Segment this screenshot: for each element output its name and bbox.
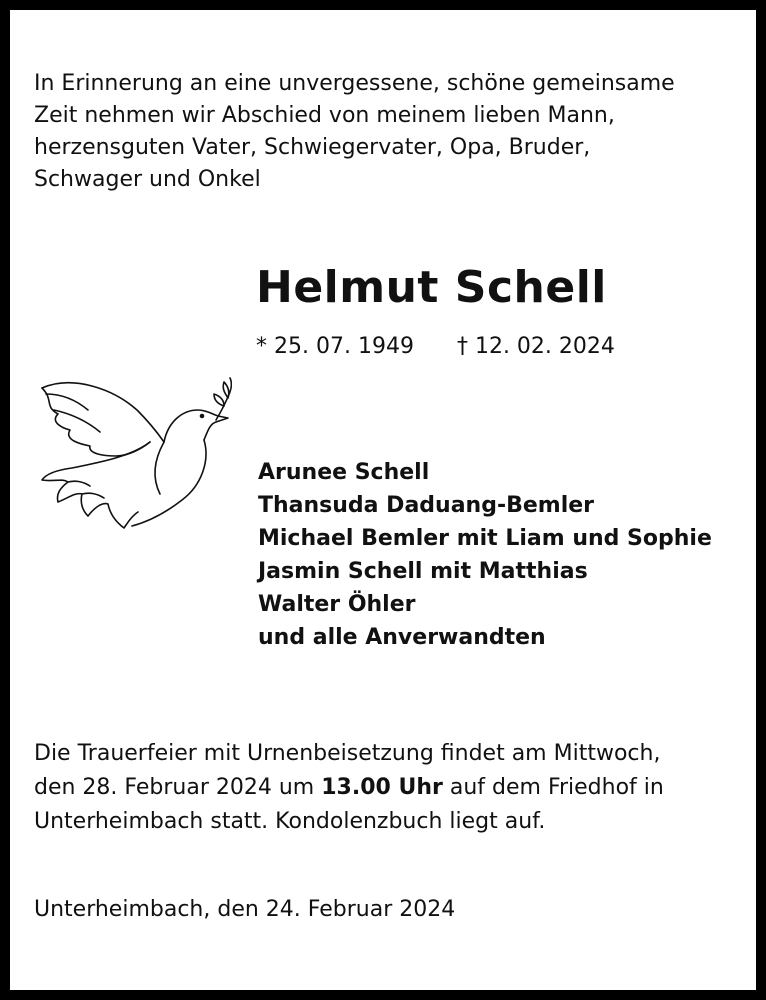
intro-line: Zeit nehmen wir Abschied von meinem lieben Mann,	[34, 103, 615, 128]
deceased-name: Helmut Schell	[256, 262, 607, 313]
mourner-entry: Thansuda Daduang-Bemler	[258, 493, 595, 518]
life-dates	[256, 334, 615, 359]
intro-line: In Erinnerung an eine unvergessene, schöne gemeinsame	[34, 71, 675, 96]
service-line: Unterheimbach statt. Kondolenzbuch liegt auf.	[34, 809, 546, 834]
intro-line: Schwager und Onkel	[34, 167, 261, 192]
service-notice	[34, 737, 744, 839]
death-date: † 12. 02. 2024	[456, 334, 615, 359]
mourners-list	[258, 456, 712, 654]
service-line	[34, 771, 744, 805]
mourner-entry: Arunee Schell	[258, 460, 430, 485]
dove-with-olive-branch-icon	[32, 370, 232, 540]
service-location-text: auf dem Friedhof in	[442, 775, 664, 800]
birth-date: * 25. 07. 1949	[256, 334, 414, 359]
intro-line: herzensguten Vater, Schwiegervater, Opa, Bruder,	[34, 135, 591, 160]
mourner-entry: und alle Anverwandten	[258, 625, 546, 650]
service-line: Die Trauerfeier mit Urnenbeisetzung findet am Mittwoch,	[34, 741, 661, 766]
mourner-entry: Jasmin Schell mit Matthias	[258, 559, 588, 584]
place-and-date: Unterheimbach, den 24. Februar 2024	[34, 897, 456, 922]
mourner-entry: Michael Bemler mit Liam und Sophie	[258, 526, 712, 551]
mourner-entry: Walter Öhler	[258, 592, 416, 617]
obituary-card	[10, 10, 756, 990]
service-time: 13.00 Uhr	[321, 775, 443, 800]
service-date-text: den 28. Februar 2024 um	[34, 775, 322, 800]
intro-text	[34, 68, 744, 196]
